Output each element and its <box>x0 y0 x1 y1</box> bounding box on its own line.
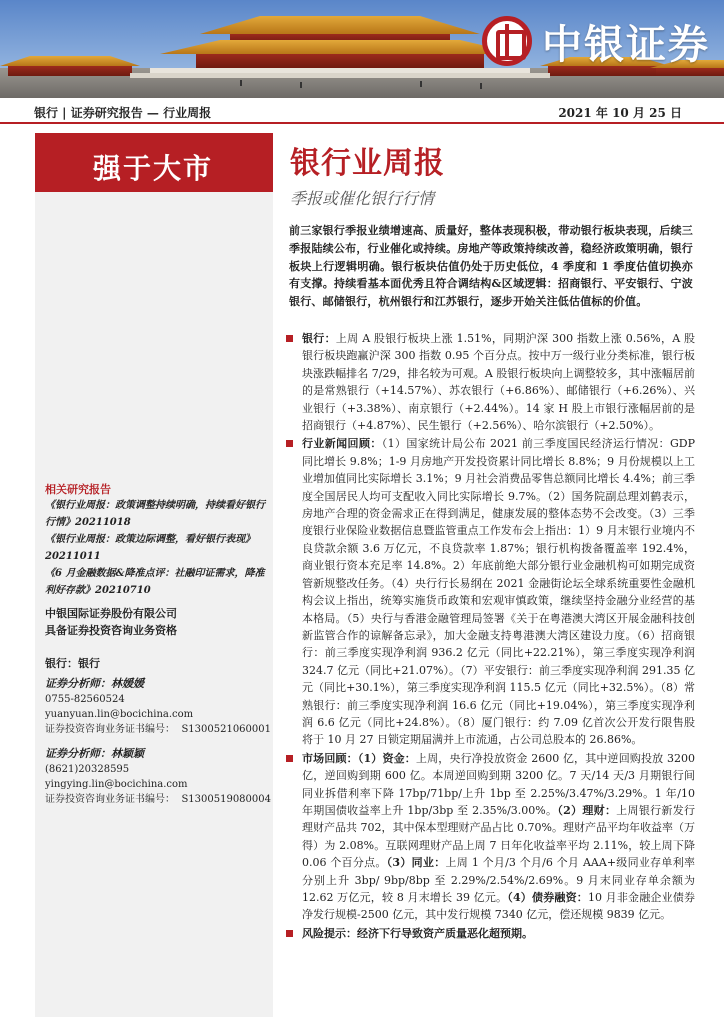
analyst-card <box>45 745 271 807</box>
brand-name: 中银证券 <box>542 21 710 68</box>
analyst-cert-number: S1300521060001 <box>181 724 271 735</box>
sidebar <box>35 133 273 1017</box>
market-interbank-label: （3）同业： <box>386 856 446 870</box>
market-bond-text: 10 月非金融企业债券净发行规模-2500 亿元，其中发行规模 7340 亿元，偿还规模 9839 亿元。 <box>302 891 696 922</box>
analyst-email[interactable]: yingying.lin@bocichina.com <box>45 779 188 790</box>
analyst-cert-label: 证券投资咨询业务证书编号： <box>45 724 175 735</box>
key-point-text: 上周 A 股银行板块上涨 1.51%，同期沪深 300 指数上涨 0.56%，A 股银行板块跑赢沪深 300 指数 0.95 个百分点。按中万一级行业分类标准，银行板块涨跌幅排名 7/29，排名较为可观。A 股银行板块向上调整较多，其中涨幅居前的是常熟银行（+14.57%）、苏农银行（+6.86%）、邮储银行（+6.26%）、兴业银行（+3.38%）、南京银行（+2.44%）。14 家 H 股上市银行涨幅居前的是招商银行（+4.87%）、民生银行（+2.56%）、哈尔滨银行（+2.50%）。 <box>302 332 696 433</box>
key-point-banks <box>284 330 695 434</box>
market-interbank-text: 上周 1 个月/3 个月/6 个月 AAA+级同业存单利率分别上升 3bp/ 9bp/8bp 至 2.29%/2.54%/2.69%。9 月末同业存单余额为 12.62 万亿元，较 8 月末增长 39 亿元。 <box>302 856 695 904</box>
bullet-square-icon <box>286 930 293 937</box>
bullet-square-icon <box>286 440 293 447</box>
analyst-cert-label: 证券投资咨询业务证书编号： <box>45 794 175 805</box>
key-point-news <box>284 435 695 748</box>
related-reports-title: 相关研究报告 <box>45 483 111 496</box>
market-funds-label: （1）资金： <box>357 751 416 765</box>
report-subtitle: 季报或催化银行行情 <box>290 189 435 208</box>
analyst-card <box>45 675 271 737</box>
analyst-name: 证券分析师：林媛媛 <box>45 677 144 690</box>
report-summary: 前三家银行季报业绩增速高、质量好，整体表现积极，带动银行板块表现，后续三季报陆续公布，行业催化或持续。房地产等政策持续改善，稳经济政策明确，银行板块上行逻辑明确。银行板块估值仍处于历史低位，4 季度和 1 季度估值切换亦有支撑。持续看基本面优秀且符合调结构&区域逻辑：招商银行、平安银行、宁波银行、邮储银行，杭州银行和江苏银行，逐步开始关注低估值标的价值。 <box>289 224 693 309</box>
analyst-phone: 0755-82560524 <box>45 694 125 705</box>
key-point-text: （1）国家统计局公布 2021 前三季度国民经济运行情况：GDP 同比增长 9.8%；1-9 月房地产开发投资累计同比增长 8.8%；9 月份规模以上工业增加值同比实际增长 3.1%；9 月社会消费品零售总额同比增长 4.4%；前三季度全国居民人均可支配收入同比实际增长 9.7%。（2）国务院副总理刘鹤表示，房地产合理的资金需求正在得到满足，健康发展的整体态势不会改变。（3）三季度银行业保险业数据信息暨监管重点工作发布会上指出：1）9 月末银行业境内不良贷款余额 3.6 万亿元，不良贷款率 1.87%；银行机构拨备覆盖率 192.4%，商业银行资本充足率 14.8%。2）年底前绝大部分银行业金融机构可如期完成资管新规整改任务。（4）央行行长易纲在 2021 金融街论坛全球系统重要性金融机构会议上指出，统筹实施货币政策和宏观审慎政策，继续坚持金融分业经营的基本格局。（5）央行与香港金融管理局签署《关于在粤港澳大湾区开展金融科技创新监管合作的谅解备忘录》，加大金融支持粤港澳大湾区建设力度。（6）招商银行：前三季度实现净利润 936.2 亿元（同比+22.21%），第三季度实现净利润 324.7 亿元（同比+21.07%）。（7）平安银行：前三季度实现净利润 291.35 亿元（同比+30.1%），第三季度实现净利润 115.5 亿元（同比+32.5%）。（8）常熟银行：前三季度实现净利润 16.6 亿元（同比+19.04%），第三季度实现净利润 6.6 亿元（同比+24.8%）。（8）厦门银行：约 7.09 亿首次公开发行限售股将于 10 月 27 日锁定期届满并上市流通，占公司总股本的 26.86%。 <box>302 437 695 747</box>
analyst-phone: (8621)20328595 <box>45 764 130 775</box>
report-category: 银行 | 证券研究报告 — 行业周报 <box>34 106 212 120</box>
analyst-cert-number: S1300519080004 <box>181 794 271 805</box>
related-reports-list <box>45 497 267 599</box>
key-point-risk <box>284 925 695 942</box>
key-point-market <box>284 750 695 924</box>
brand-logo <box>482 8 710 74</box>
analyst-email[interactable]: yuanyuan.lin@bocichina.com <box>45 709 194 720</box>
company-info <box>45 605 177 639</box>
bullet-square-icon <box>286 335 293 342</box>
market-bond-label: （4）债券融资： <box>507 891 588 904</box>
key-point-lead: 行业新闻回顾： <box>302 437 382 451</box>
analyst-cert <box>45 792 271 807</box>
market-wealth-text: 上周银行新发行理财产品共 702，其中保本型理财产品占比 0.70%。理财产品平均年收益率（万得）为 2.08%。互联网理财产品上周 7 日年化收益率平均 2.11%，较上周下降 0.06 个百分点。 <box>302 803 696 870</box>
rating-badge: 强于大市 <box>35 133 273 192</box>
key-point-lead: 市场回顾： <box>302 751 358 765</box>
report-title: 银行业周报 <box>290 146 445 181</box>
key-point-lead: 银行： <box>302 332 336 345</box>
analyst-name: 证券分析师：林颖颖 <box>45 747 144 760</box>
bullet-square-icon <box>286 755 293 762</box>
related-report-item[interactable]: 《银行业周报：政策调整持续明确，持续看好银行行情》20211018 <box>45 500 265 528</box>
company-cert: 具备证券投资咨询业务资格 <box>45 624 177 637</box>
key-points-list <box>284 330 695 942</box>
report-date: 2021 年 10 月 25 日 <box>558 106 682 120</box>
bank-of-china-logo-icon <box>482 16 532 66</box>
related-report-item[interactable]: 《6 月金融数据&降准点评：社融印证需求，降准利好存款》20210710 <box>45 568 265 596</box>
report-meta-bar <box>0 100 724 124</box>
key-point-text: 经济下行导致资产质量恶化超预期。 <box>357 926 533 940</box>
related-report-item[interactable]: 《银行业周报：政策边际调整，看好银行表现》20211011 <box>45 534 255 562</box>
market-funds-text: 上周，央行净投放资金 2600 亿，其中逆回购投放 3200 亿，逆回购到期 600 亿。本周逆回购到期 3200 亿。7 天/14 天/3 月期银行间同业拆借利率下降 17bp/71bp/上升 1bp 至 2.25%/3.47%/3.29%。1 年/10 年期国债收益率上升 1bp/3bp 至 2.35%/3.00%。 <box>302 751 696 817</box>
key-point-lead: 风险提示： <box>302 926 357 940</box>
company-name: 中银国际证券股份有限公司 <box>45 607 177 620</box>
header-banner <box>0 0 724 98</box>
analyst-cert <box>45 722 271 737</box>
sector-label: 银行：银行 <box>45 657 100 670</box>
market-wealth-label: （2）理财： <box>557 803 617 817</box>
